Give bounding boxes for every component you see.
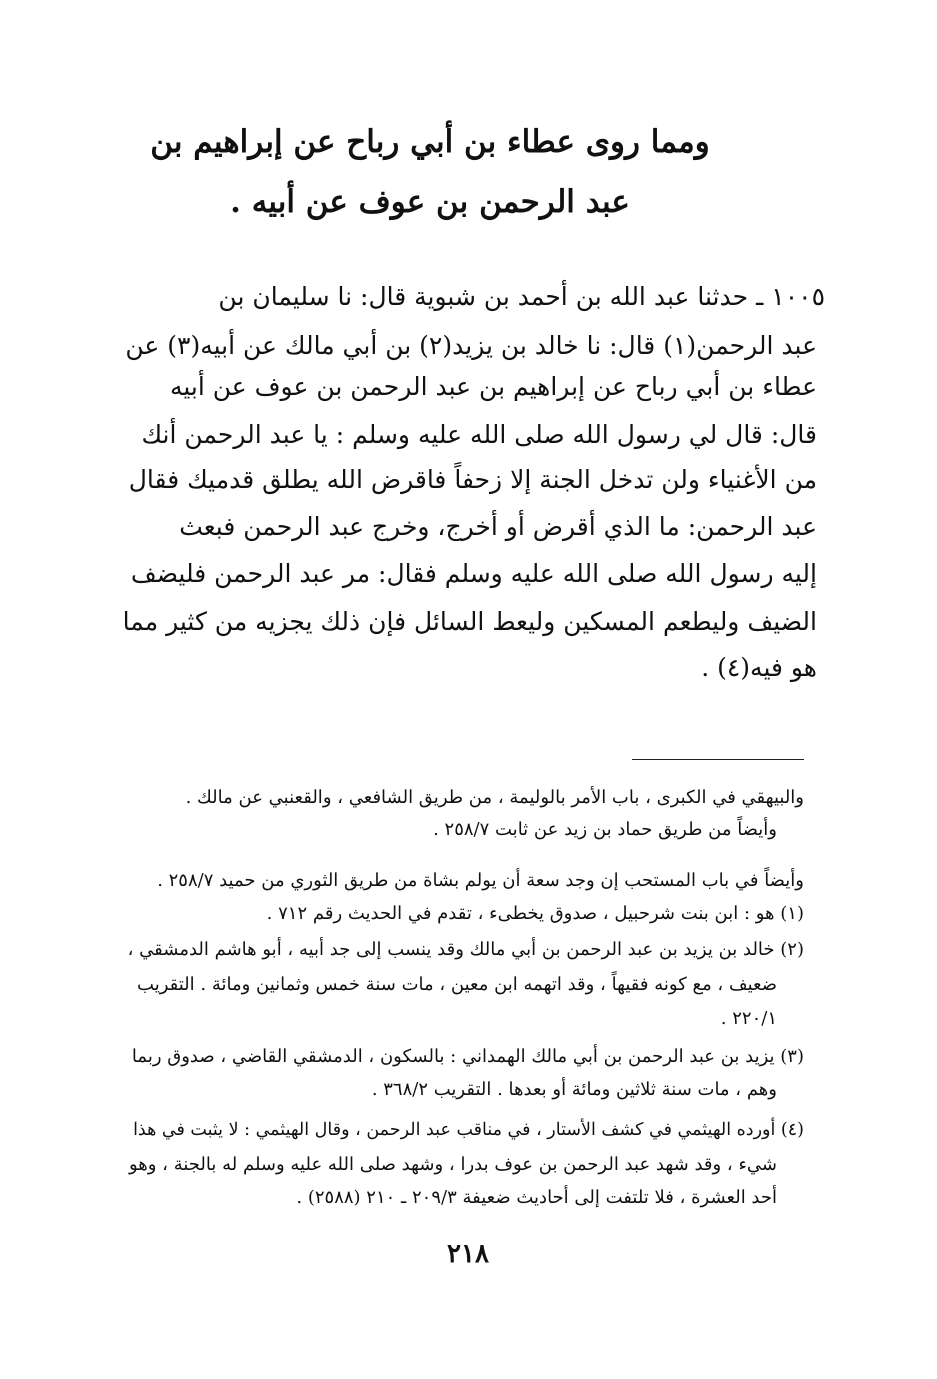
hadith-line: عبد الرحمن: ما الذي أقرض أو أخرج، وخرج عبد الرحمن فبعث [179,512,817,541]
hadith-line: قال: قال لي رسول الله صلى الله عليه وسلم : يا عبد الرحمن أنك [141,420,817,449]
hadith-line: عطاء بن أبي رباح عن إبراهيم بن عبد الرحمن بن عوف عن أبيه [169,372,817,401]
footnote-line: شيء ، وقد شهد عبد الرحمن بن عوف بدرا ، وشهد صلى الله عليه وسلم له بالجنة ، وهو [128,1154,777,1175]
footnote-separator [632,759,804,760]
hadith-line: عبد الرحمن(١) قال: نا خالد بن يزيد(٢) بن أبي مالك عن أبيه(٣) عن [125,331,817,360]
footnote-line: (٤) أورده الهيثمي في كشف الأستار ، في مناقب عبد الرحمن ، وقال الهيثمي : لا يثبت في هذا [133,1120,804,1140]
footnote-line: وأيضاً من طريق حماد بن زيد عن ثابت ٢٥٨/٧ . [433,819,777,840]
footnote-line: ٢٢٠/١ . [720,1008,777,1029]
hadith-line: ١٠٠٥ ـ حدثنا عبد الله بن أحمد بن شبوية قال: نا سليمان بن [218,282,825,311]
page-number: ٢١٨ [447,1239,489,1269]
footnote-line: وأيضاً في باب المستحب إن وجد سعة أن يولم بشاة من طريق الثوري من حميد ٢٥٨/٧ . [157,870,804,891]
footnote-line: ضعيف ، مع كونه فقيهاً ، وقد اتهمه ابن معين ، مات سنة خمس وثمانين ومائة . التقريب [137,974,777,995]
footnote-line: (٣) يزيد بن عبد الرحمن بن أبي مالك الهمداني : بالسكون ، الدمشقي القاضي ، صدوق ربما [131,1046,804,1067]
hadith-line: هو فيه(٤) . [701,653,817,682]
footnote-line: والبيهقي في الكبرى ، باب الأمر بالوليمة ، من طريق الشافعي ، والقعنبي عن مالك . [185,787,804,808]
hadith-line: الضيف وليطعم المسكين وليعط السائل فإن ذلك يجزيه من كثير مما [122,607,817,636]
hadith-line: من الأغنياء ولن تدخل الجنة إلا زحفاً فاقرض الله يطلق قدميك فقال [128,465,817,494]
chapter-heading-line-2: عبد الرحمن بن عوف عن أبيه . [230,184,630,220]
footnote-line: (٢) خالد بن يزيد بن عبد الرحمن بن أبي مالك وقد ينسب إلى جد أبيه ، أبو هاشم الدمشقي ، [127,939,804,960]
footnote-line: أحد العشرة ، فلا تلتفت إلى أحاديث ضعيفة ٢٠٩/٣ ـ ٢١٠ (٢٥٨٨) . [296,1187,777,1208]
footnote-line: وهم ، مات سنة ثلاثين ومائة أو بعدها . التقريب ٣٦٨/٢ . [371,1079,777,1100]
chapter-heading-line-1: ومما روى عطاء بن أبي رباح عن إبراهيم بن [150,124,710,160]
footnote-line: (١) هو : ابن بنت شرحبيل ، صدوق يخطىء ، تقدم في الحديث رقم ٧١٢ . [266,903,804,924]
hadith-line: إليه رسول الله صلى الله عليه وسلم فقال: مر عبد الرحمن فليضف [130,559,817,588]
